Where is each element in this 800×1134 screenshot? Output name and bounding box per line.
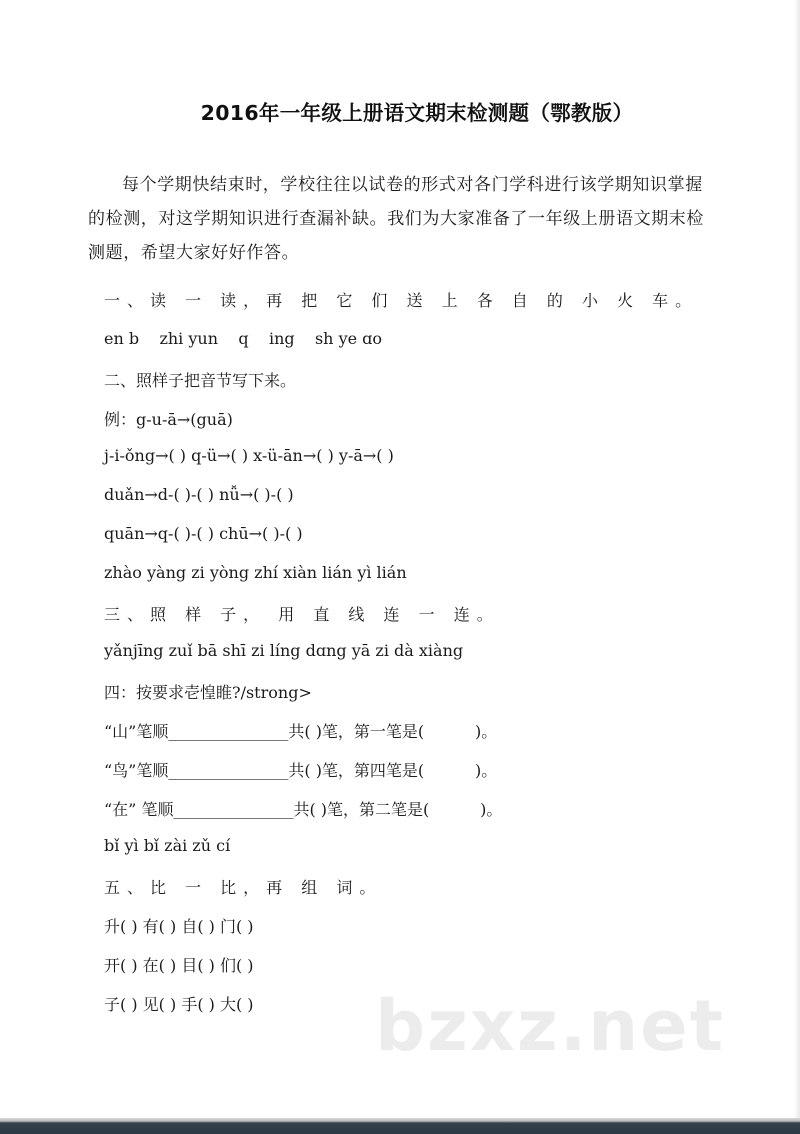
word-group-line-2: 开( ) 在( ) 目( ) 们( ) [104, 956, 254, 975]
exercise-line-2: duǎn→d-( )-( ) nǚ→( )-( ) [104, 485, 294, 504]
intro-paragraph: 每个学期快结束时，学校往往以试卷的形式对各门学科进行该学期知识掌握的检测，对这学期知识进行查漏补缺。我们为大家准备了一年级上册语文期末检测题，希望大家好好作答。 [88, 175, 704, 263]
exercise-line-3: quān→q-( )-( ) chū→( )-( ) [104, 524, 303, 543]
page-edge-shadow [794, 0, 800, 1118]
pinyin-line-4: bǐ yì bǐ zài zǔ cí [104, 836, 231, 855]
section-1-heading: 一、读 一 读，再 把 它 们 送 上 各 自 的 小 火 车。 [104, 291, 699, 310]
word-group-line-1: 升( ) 有( ) 自( ) 门( ) [104, 917, 254, 936]
exercise-line-1: j-i-ǒng→( ) q-ü→( ) x-ü-ān→( ) y-ā→( ) [104, 446, 394, 465]
pinyin-line-2: zhào yàng zi yòng zhí xiàn lián yì lián [104, 563, 407, 582]
pinyin-line-3: yǎnjīng zuǐ bā shī zi líng dɑng yā zi dà xiàng [104, 641, 464, 660]
section-5-heading: 五、比 一 比，再 组 词。 [104, 878, 383, 897]
pinyin-line-1: en b zhi yun q ing sh ye ɑo [104, 329, 383, 348]
watermark: bzxz.net [375, 985, 726, 1067]
stroke-order-line-1: “山”笔顺_______________共( )笔，第一笔是( )。 [104, 722, 498, 741]
bottom-bar [0, 1118, 800, 1134]
section-4-heading: 四：按要求壱惶睢?/strong> [104, 683, 312, 702]
stroke-order-line-3: “在” 笔顺_______________共( )笔，第二笔是( )。 [104, 800, 503, 819]
stroke-order-line-2: “鸟”笔顺_______________共( )笔，第四笔是( )。 [104, 761, 498, 780]
section-3-heading: 三、照 样 子， 用 直 线 连 一 连。 [104, 605, 500, 624]
example-line: 例：g-u-ā→(guā) [104, 410, 233, 429]
word-group-line-3: 子( ) 见( ) 手( ) 大( ) [104, 995, 254, 1014]
page-title: 2016年一年级上册语文期末检测题（鄂教版） [200, 101, 634, 125]
section-2-heading: 二、照样子把音节写下来。 [104, 371, 297, 390]
